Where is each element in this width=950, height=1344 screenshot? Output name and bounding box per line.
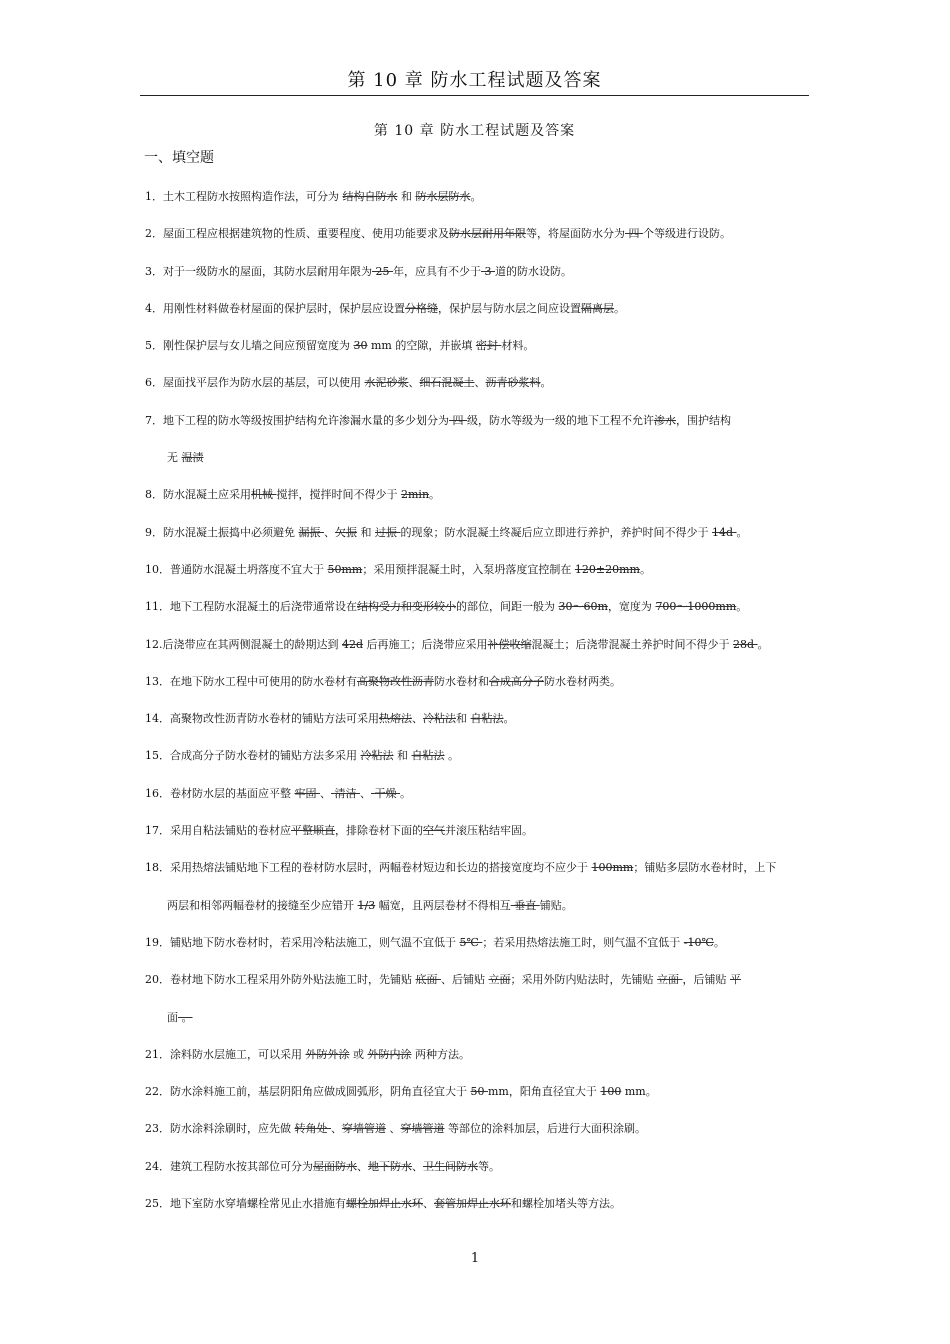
answer-blank: 1/3 (357, 898, 376, 912)
question-text: 个等级进行设防。 (643, 227, 731, 241)
answer-blank: 空气 (423, 824, 445, 838)
question-text: ，围护结构 (676, 413, 731, 427)
document-title: 第 10 章 防水工程试题及答案 (373, 123, 576, 139)
question-text: 土木工程防水按照构造作法，可分为 (163, 190, 343, 203)
question-text: 。 (639, 562, 651, 576)
question-item (145, 476, 810, 513)
answer-blank: 冷粘法 (360, 749, 394, 763)
answer-blank: 自粘法 (470, 712, 504, 726)
question-text: 无 (167, 451, 182, 465)
question-text: 两层和相邻两幅卷材的接缝至少应错开 (167, 898, 358, 912)
question-text: 防水混凝土应采用 (163, 488, 251, 502)
answer-blank: 50 (470, 1085, 488, 1099)
answer-blank: 100mm (591, 861, 634, 875)
question-number: 11． (145, 600, 170, 614)
question-item (145, 1073, 810, 1110)
answer-blank: 牢固 (294, 786, 320, 800)
answer-blank: 3 (481, 264, 495, 278)
question-text: 涂料防水层施工，可以采用 (170, 1047, 306, 1061)
question-text: 。 (470, 190, 482, 203)
question-text: 等，将屋面防水分为 (526, 227, 625, 241)
answer-blank: 50mm (327, 562, 363, 576)
question-list (145, 178, 810, 1222)
question-text: 采用自粘法铺贴的卷材应 (170, 824, 291, 838)
question-text: 、 (360, 786, 371, 800)
question-text: 、后铺贴 (441, 973, 489, 987)
question-text: 。 (444, 749, 459, 763)
question-text: 搅拌，搅拌时间不得少于 (276, 488, 401, 502)
question-text: 防水涂料施工前，基层阴阳角应做成圆弧形，阴角直径宜大于 (170, 1085, 471, 1099)
question-text: 等部位的涂料加层，后进行大面积涂刷。 (444, 1122, 646, 1136)
question-text: 用刚性材料做卷材屋面的保护层时，保护层应设置 (163, 301, 405, 315)
answer-blank: 清洁 (331, 786, 360, 800)
question-number: 14． (145, 712, 170, 726)
question-text: 。 (429, 488, 441, 502)
question-text: 、 (324, 525, 335, 539)
question-text: 、 (423, 1197, 434, 1211)
answer-blank: 过振 (375, 525, 401, 539)
question-text: 铺贴地下防水卷材时，若采用冷粘法施工，则气温不宜低于 (170, 935, 460, 949)
question-number: 1． (145, 190, 163, 203)
answer-blank: 2min (401, 488, 430, 502)
answer-blank: 100 (600, 1085, 622, 1099)
question-number: 17． (145, 824, 170, 838)
answer-blank: 渗水 (654, 413, 676, 427)
question-text: 采用热熔法铺贴地下工程的卷材防水层时，两幅卷材短边和长边的搭接宽度均不应少于 (170, 861, 592, 875)
question-number: 18． (145, 861, 170, 875)
answer-blank: 外防外涂 (305, 1047, 350, 1061)
answer-blank: 机械 (251, 488, 277, 502)
answer-blank: 结构自防水 (342, 190, 398, 203)
question-text: 或 (349, 1047, 368, 1061)
question-text: mm。 (621, 1085, 657, 1099)
answer-blank: 底面 (415, 973, 441, 987)
question-item (145, 924, 810, 961)
answer-blank: 平 (730, 973, 741, 987)
answer-blank: 水泥砂浆 (364, 376, 409, 390)
question-number: 2． (145, 227, 163, 241)
answer-blank: 120±20mm (574, 562, 640, 576)
question-number: 10． (145, 562, 170, 576)
answer-blank: 漏振 (298, 525, 324, 539)
question-text: 。 (540, 376, 552, 390)
question-text: 对于一级防水的屋面，其防水层耐用年限为 (163, 264, 372, 278)
question-text: 地下室防水穿墙螺栓常见止水措施有 (170, 1197, 346, 1211)
question-number: 21． (145, 1047, 170, 1061)
question-item (145, 253, 810, 290)
question-text: 。 (736, 600, 748, 614)
answer-blank: 卫生间防水 (423, 1159, 478, 1173)
question-item (145, 551, 810, 588)
question-number: 13． (145, 674, 170, 688)
question-continuation (145, 999, 810, 1036)
answer-blank: 14d (712, 525, 737, 539)
question-text: 。 (400, 786, 411, 800)
answer-blank: 热熔法 (379, 712, 412, 726)
question-text: 普通防水混凝土坍落度不宜大于 (170, 562, 328, 576)
question-text: 。 (736, 525, 748, 539)
question-text: 。 (503, 712, 515, 726)
question-text: 铺贴。 (539, 898, 573, 912)
question-number: 24． (145, 1159, 170, 1173)
question-text: 。 (757, 637, 769, 651)
question-text: 防水混凝土振捣中必须避免 (163, 525, 299, 539)
question-text: 等。 (478, 1159, 500, 1173)
question-item (145, 849, 810, 886)
answer-blank: 隔离层 (581, 301, 614, 315)
question-text: 面 (167, 1010, 178, 1024)
question-text: 级，防水等级为一级的地下工程不允许 (467, 413, 654, 427)
answer-blank: 补偿收缩 (487, 637, 532, 651)
question-number: 16． (145, 786, 170, 800)
answer-blank: 沥青砂浆料 (485, 376, 541, 390)
question-number: 9． (145, 525, 163, 539)
question-number: 7． (145, 413, 163, 427)
answer-blank: 屋面防水 (313, 1159, 357, 1173)
question-item (145, 737, 810, 774)
question-text: mm，阳角直径宜大于 (488, 1085, 601, 1099)
question-item (145, 663, 810, 700)
question-text: 在地下防水工程中可使用的防水卷材有 (170, 674, 357, 688)
question-text: 地下工程的防水等级按围护结构允许渗漏水量的多少划分为 (163, 413, 449, 427)
page-number: 1 (470, 1251, 480, 1266)
question-item (145, 775, 810, 812)
question-text: ；铺贴多层防水卷材时，上下 (633, 861, 777, 875)
answer-blank: 25 (372, 264, 393, 278)
question-item (145, 961, 810, 998)
question-text: 。 (713, 935, 725, 949)
answer-blank: 自粘法 (411, 749, 445, 763)
question-text: 、 (386, 1122, 401, 1136)
question-continuation (145, 439, 810, 476)
answer-blank: 外防内涂 (367, 1047, 412, 1061)
question-item (145, 215, 810, 252)
question-number: 3． (145, 264, 163, 278)
question-item (145, 290, 810, 327)
question-text: 后浇带应在其两侧混凝土的龄期达到 (162, 637, 342, 651)
answer-blank: 螺栓加焊止水环 (346, 1197, 423, 1211)
question-text: 防水涂料涂刷时，应先做 (170, 1122, 295, 1136)
page-header: 第 10 章 防水工程试题及答案 (347, 70, 602, 91)
question-number: 6． (145, 376, 163, 390)
question-text: ；若采用热熔法施工时，则气温不宜低于 (482, 935, 684, 949)
answer-blank: 高聚物改性沥青 (357, 674, 434, 688)
answer-blank: 防水层耐用年限 (449, 227, 526, 241)
question-text: 、 (412, 1159, 423, 1173)
section-title: 一、填空题 (144, 150, 214, 166)
question-text: 并滚压粘结牢固。 (445, 824, 533, 838)
answer-blank: 42d (342, 637, 364, 651)
question-text: ，后铺贴 (682, 973, 730, 987)
question-text: 屋面工程应根据建筑物的性质、重要程度、使用功能要求及 (163, 227, 449, 241)
question-text: ；采用预拌混凝土时，入泵坍落度宜控制在 (362, 562, 575, 576)
answer-blank: 700～1000mm (655, 600, 737, 614)
answer-blank: 四 (449, 413, 467, 427)
question-item (145, 626, 810, 663)
question-number: 19． (145, 935, 170, 949)
question-text: 合成高分子防水卷材的铺贴方法多采用 (170, 749, 361, 763)
answer-blank: 。 (178, 1010, 193, 1024)
answer-blank: 垂直 (510, 898, 540, 912)
header-rule (140, 95, 809, 96)
answer-blank: 立面 (657, 973, 683, 987)
question-text: 和 (357, 525, 375, 539)
answer-blank: 湿渍 (181, 451, 204, 465)
question-text: 和 (397, 190, 416, 203)
answer-blank: 穿墙管道 (400, 1122, 445, 1136)
question-text: 、 (412, 712, 423, 726)
question-text: 和 (393, 749, 412, 763)
question-text: ，排除卷材下面的 (335, 824, 423, 838)
answer-blank: 冷粘法 (423, 712, 456, 726)
question-number: 15． (145, 749, 170, 763)
answer-blank: 干燥 (371, 786, 400, 800)
question-number: 4． (145, 301, 163, 315)
question-item (145, 402, 810, 439)
question-item (145, 812, 810, 849)
question-item (145, 700, 810, 737)
question-number: 23． (145, 1122, 170, 1136)
answer-blank: 密封 (475, 339, 502, 353)
question-text: 卷材地下防水工程采用外防外贴法施工时，先铺贴 (170, 973, 416, 987)
answer-blank: 转角处 (294, 1122, 331, 1136)
question-text: 和 (456, 712, 471, 726)
question-text: 高聚物改性沥青防水卷材的铺贴方法可采用 (170, 712, 379, 726)
question-item (145, 588, 810, 625)
question-text: 防水卷材两类。 (544, 674, 621, 688)
question-text: 和螺栓加堵头等方法。 (511, 1197, 621, 1211)
answer-blank: 套管加焊止水环 (434, 1197, 511, 1211)
question-text: 防水卷材和 (434, 674, 489, 688)
question-number: 8． (145, 488, 163, 502)
answer-blank: 四 (625, 227, 643, 241)
answer-blank: 平整顺直 (291, 824, 335, 838)
answer-blank: 30～60m (558, 600, 608, 614)
question-text: 、 (408, 376, 420, 390)
question-text: ，宽度为 (607, 600, 656, 614)
question-text: 卷材防水层的基面应平整 (170, 786, 295, 800)
question-text: 地下工程防水混凝土的后浇带通常设在 (170, 600, 357, 614)
question-text: 的现象；防水混凝土终凝后应立即进行养护，养护时间不得少于 (400, 525, 712, 539)
answer-blank: 细石混凝土 (419, 376, 475, 390)
question-text: 两种方法。 (411, 1047, 470, 1061)
question-text: ；采用外防内贴法时，先铺贴 (510, 973, 657, 987)
question-text: 。 (614, 301, 625, 315)
answer-blank: 穿墙管道 (342, 1122, 386, 1136)
answer-blank: 分格缝 (405, 301, 438, 315)
question-item (145, 1185, 810, 1222)
answer-blank: 结构受力和变形较小 (357, 600, 456, 614)
question-text: mm 的空隙，并嵌填 (367, 339, 476, 353)
question-text: 幅宽，且两层卷材不得相互 (375, 898, 511, 912)
question-continuation (145, 887, 810, 924)
question-item (145, 1148, 810, 1185)
question-text: 道的防水设防。 (495, 264, 572, 278)
answer-blank: 合成高分子 (489, 674, 544, 688)
answer-blank: 防水层防水 (415, 190, 471, 203)
question-text: ，保护层与防水层之间应设置 (438, 301, 581, 315)
question-item (145, 514, 810, 551)
question-text: 建筑工程防水按其部位可分为 (170, 1159, 313, 1173)
answer-blank: 5℃ (459, 935, 483, 949)
question-text: 、 (357, 1159, 368, 1173)
question-number: 25． (145, 1197, 170, 1211)
question-item (145, 178, 810, 215)
question-number: 20． (145, 973, 170, 987)
question-text: 、 (331, 1122, 342, 1136)
question-text: 材料。 (501, 339, 535, 353)
question-text: 、 (320, 786, 331, 800)
answer-blank: -10℃ (683, 935, 714, 949)
question-item (145, 327, 810, 364)
question-text: 的部位，间距一般为 (456, 600, 559, 614)
question-text: 年，应具有不少于 (393, 264, 481, 278)
question-item (145, 364, 810, 401)
question-text: 、 (474, 376, 486, 390)
question-text: 后再施工；后浇带应采用 (363, 637, 488, 651)
answer-blank: 30 (353, 339, 368, 353)
answer-blank: 地下防水 (368, 1159, 412, 1173)
question-item (145, 1036, 810, 1073)
question-text: 刚性保护层与女儿墙之间应预留宽度为 (163, 339, 354, 353)
question-item (145, 1110, 810, 1147)
question-number: 5． (145, 339, 163, 353)
question-number: 12. (145, 637, 163, 651)
question-text: 屋面找平层作为防水层的基层，可以使用 (163, 376, 365, 390)
question-text: 混凝土；后浇带混凝土养护时间不得少于 (531, 637, 734, 651)
answer-blank: 28d (733, 637, 758, 651)
answer-blank: 立面 (488, 973, 511, 987)
question-number: 22． (145, 1085, 170, 1099)
answer-blank: 欠振 (335, 525, 357, 539)
